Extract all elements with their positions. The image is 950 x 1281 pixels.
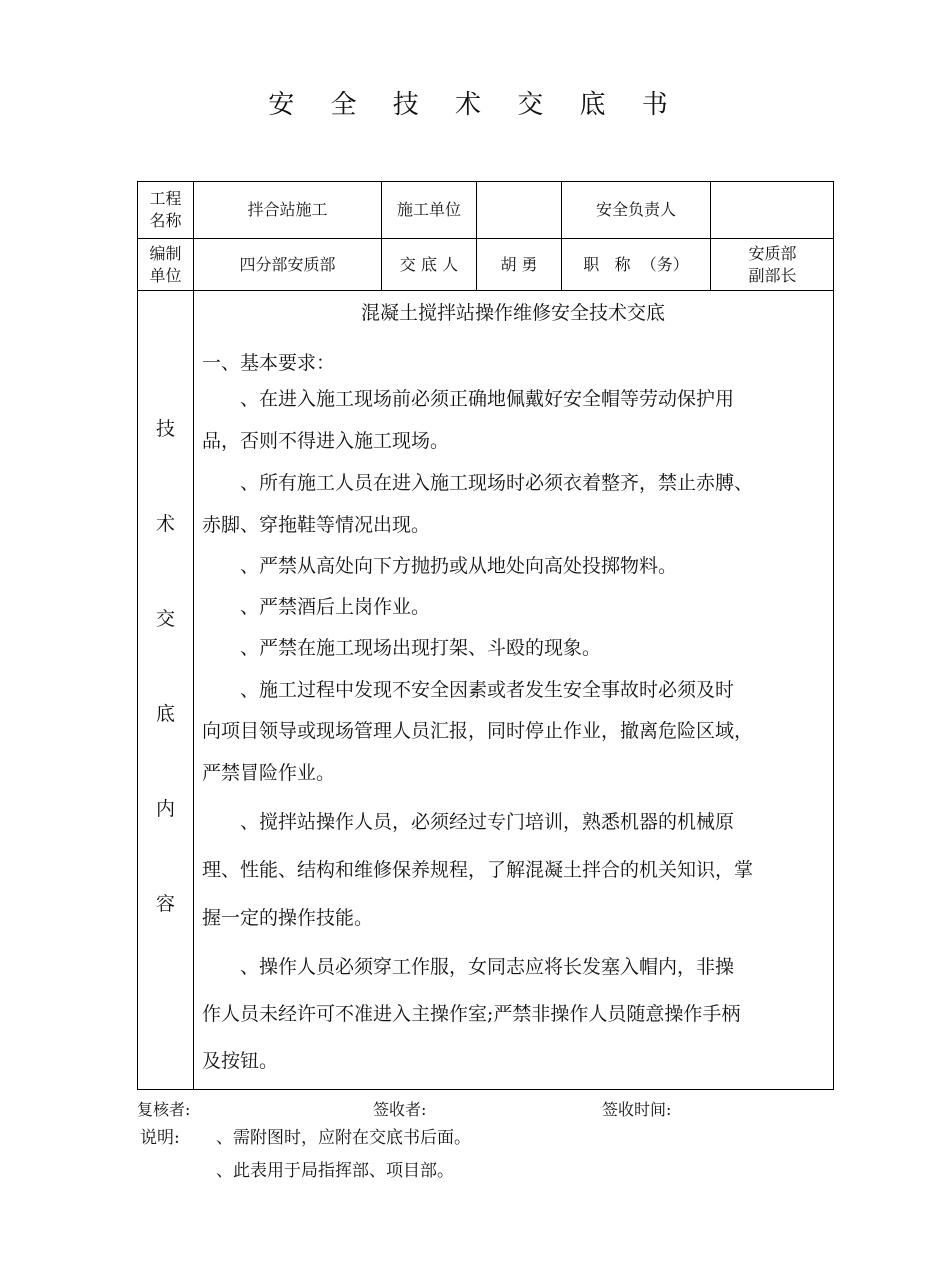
content-line: 、严禁从高处向下方抛扔或从地处向高处投掷物料。 <box>202 555 678 577</box>
side-label-char: 容 <box>155 893 175 915</box>
reviewer-label: 复核者: <box>137 1100 191 1119</box>
receiver-label: 签收者: <box>373 1100 427 1119</box>
construction-unit-label: 施工单位 <box>396 200 461 219</box>
presenter-label: 交 底 人 <box>399 254 459 274</box>
note-item: 、需附图时，应附在交底书后面。 <box>216 1128 471 1148</box>
content-line: 作人员未经许可不准进入主操作室;严禁非操作人员随意操作手柄 <box>202 1003 741 1025</box>
receive-time-label: 签收时间: <box>602 1100 672 1119</box>
document-title: 安 全 技 术 交 底 书 <box>268 90 682 120</box>
safety-officer-label: 安全负责人 <box>595 200 676 219</box>
content-line: 、施工过程中发现不安全因素或者发生安全事故时必须及时 <box>202 679 735 701</box>
side-label-char: 底 <box>155 703 175 725</box>
content-line: 、在进入施工现场前必须正确地佩戴好安全帽等劳动保护用 <box>202 388 735 410</box>
construction-unit-value <box>477 182 561 238</box>
side-label-char: 技 <box>155 418 175 440</box>
side-label-char: 交 <box>155 608 175 630</box>
presenter-value: 胡 勇 <box>500 254 538 274</box>
project-name-value: 拌合站施工 <box>247 200 328 219</box>
safety-officer-value <box>711 182 834 238</box>
content-line: 握一定的操作技能。 <box>202 907 374 929</box>
project-name-label: 工程 名称 <box>149 189 182 230</box>
content-line: 向项目领导或现场管理人员汇报，同时停止作业，撤离危险区域， <box>202 720 754 742</box>
content-line: 、搅拌站操作人员，必须经过专门培训，熟悉机器的机械原 <box>202 811 735 833</box>
position-value: 安质部 副部长 <box>748 243 797 285</box>
content-title: 混凝土搅拌站操作维修安全技术交底 <box>360 302 665 324</box>
disclosure-table <box>137 181 834 1090</box>
content-line: 及按钮。 <box>202 1050 279 1072</box>
content-line: 、严禁在施工现场出现打架、斗殴的现象。 <box>202 637 602 659</box>
content-line: 赤脚、穿拖鞋等情况出现。 <box>202 514 431 536</box>
side-label-char: 术 <box>155 513 175 535</box>
content-line: 、操作人员必须穿工作服，女同志应将长发塞入帽内，非操 <box>202 956 735 978</box>
content-line: 理、性能、结构和维修保养规程，了解混凝土拌合的机关知识，掌 <box>202 859 754 881</box>
section-heading: 一、基本要求： <box>202 352 336 374</box>
notes-label: 说明: <box>140 1128 180 1148</box>
content-line: 严禁冒险作业。 <box>202 762 336 784</box>
position-label: 职 称 （务） <box>583 254 689 274</box>
content-line: 、严禁酒后上岗作业。 <box>202 596 431 618</box>
note-item: 、此表用于局指挥部、项目部。 <box>216 1161 454 1181</box>
side-label-char: 内 <box>155 798 175 820</box>
content-line: 品，否则不得进入施工现场。 <box>202 430 450 452</box>
row-divider <box>138 290 833 291</box>
content-line: 、所有施工人员在进入施工现场时必须衣着整齐，禁止赤膊、 <box>202 472 754 494</box>
compiler-unit-value: 四分部安质部 <box>239 254 336 274</box>
compiler-unit-label: 编制 单位 <box>149 243 182 285</box>
